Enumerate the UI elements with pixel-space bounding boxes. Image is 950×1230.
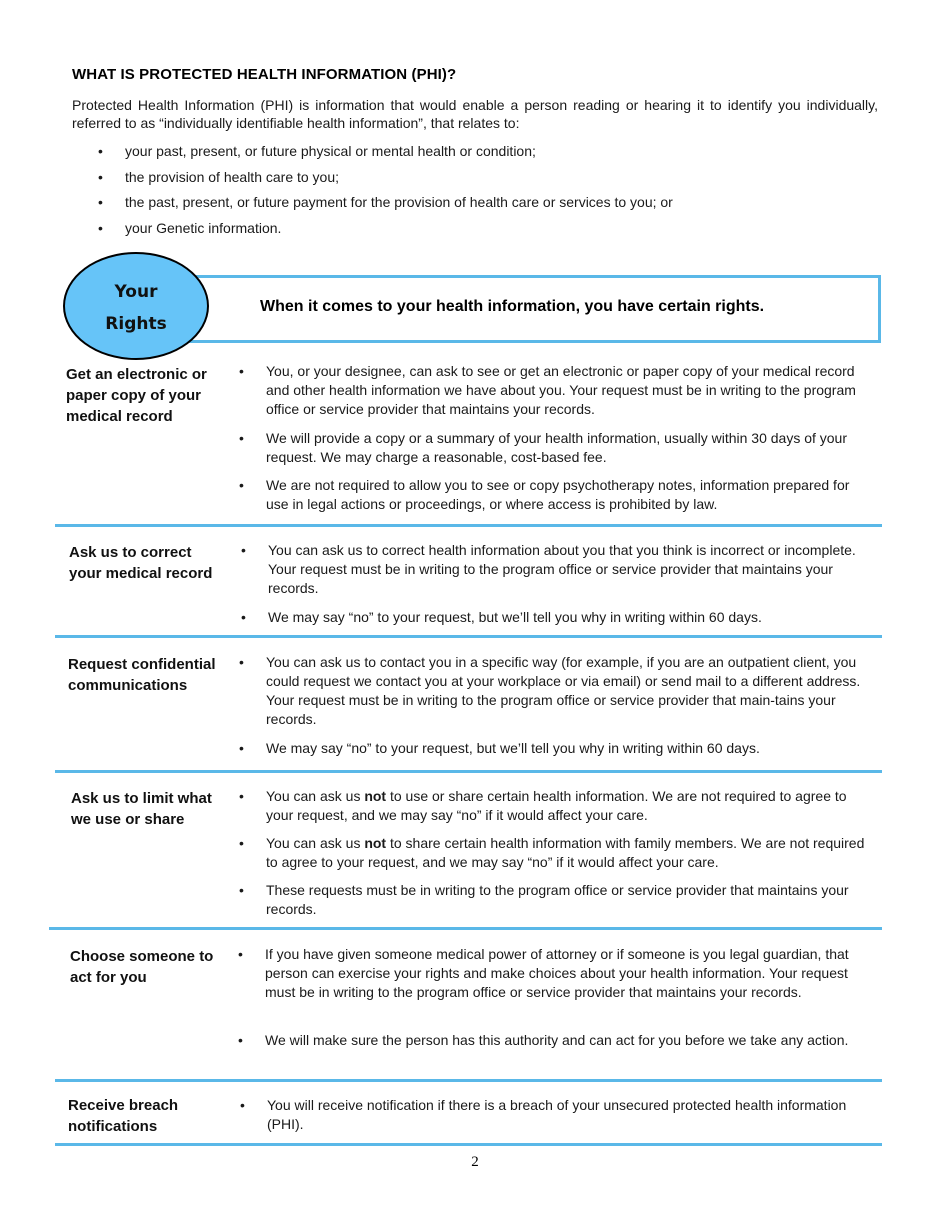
bullet-icon: • <box>241 609 246 625</box>
bullet-icon: • <box>239 363 244 379</box>
phi-intro-paragraph: Protected Health Information (PHI) is information that would enable a person reading or hearing it to identify you individually, referred to as “individually identifiable health information”, that relates to: <box>72 97 878 131</box>
section-divider <box>55 524 882 527</box>
section-title-breach-notifications: Receive breach notifications <box>68 1097 179 1135</box>
section-title-correct-record: Ask us to correct your medical record <box>69 544 213 582</box>
rights-badge-line1: Your <box>114 282 158 302</box>
section-divider <box>55 635 882 638</box>
bullet-icon: • <box>98 168 103 185</box>
bullet-text: You can ask us not to share certain health information with family members. We are not required to agree to your request, and we may say “no” if it would affect your care. <box>266 835 865 870</box>
section-bullet <box>241 608 868 627</box>
bullet-text: We will provide a copy or a summary of your health information, usually within 30 days of your request. We may charge a reasonable, cost-based fee. <box>266 430 848 465</box>
bullet-text: You will receive notification if there is a breach of your unsecured protected health information (PHI). <box>267 1097 847 1132</box>
phi-bullet-text: your past, present, or future physical or mental health or condition; <box>125 143 536 159</box>
rights-banner-text: When it comes to your health information, you have certain rights. <box>260 298 765 315</box>
section-bullet <box>239 787 871 825</box>
bullet-icon: • <box>239 788 244 804</box>
section-divider <box>55 1143 882 1146</box>
bullet-text: You can ask us to correct health information about you that you think is incorrect or incomplete. Your request must be in writing to the program office or service provider that maintains your records. <box>268 542 856 596</box>
bullet-text: You can ask us to contact you in a specific way (for example, if you are an outpatient client, you could request we contact you at your workplace or via email) or send mail to a different address. Your request must be in writing to the program office or service provider that main-tains your records. <box>266 654 861 727</box>
phi-bullet-item <box>72 193 878 219</box>
phi-bullet-item <box>72 142 878 168</box>
your-rights-circle-badge <box>63 252 209 360</box>
section-bullet <box>241 541 868 598</box>
bullet-icon: • <box>239 835 244 851</box>
section-divider <box>55 1079 882 1082</box>
page-number: 2 <box>471 1154 479 1170</box>
section-bullet <box>239 362 871 419</box>
section-bullet <box>240 1096 857 1134</box>
section-title-electronic-copy: Get an electronic or paper copy of your medical record <box>66 366 207 425</box>
section-divider <box>49 927 882 930</box>
phi-bullet-text: your Genetic information. <box>125 219 282 236</box>
bullet-icon: • <box>239 430 244 446</box>
phi-bullet-item <box>72 219 878 245</box>
bullet-icon: • <box>239 740 244 756</box>
phi-bullet-item <box>72 168 878 194</box>
bullet-text: You, or your designee, can ask to see or get an electronic or paper copy of your medical record and other health information we have about you. Your request must be in writing to the program office or service provider that maintains your records. <box>266 363 856 417</box>
section-bullet <box>238 1031 870 1050</box>
bullet-text: We may say “no” to your request, but we’ll tell you why in writing within 60 days. <box>266 740 760 756</box>
section-bullet <box>239 881 871 919</box>
section-title-confidential-communications: Request confidential communications <box>68 656 216 694</box>
bullet-text: You can ask us not to use or share certain health information. We are not required to agree to your request, and we may say “no” if it would affect your care. <box>266 788 847 823</box>
section-bullet <box>239 834 871 872</box>
section-divider <box>55 770 882 773</box>
section-bullet <box>239 739 871 758</box>
bullet-icon: • <box>239 477 244 493</box>
bullet-icon: • <box>238 946 243 962</box>
bullet-icon: • <box>241 542 246 558</box>
rights-badge-line2: Rights <box>105 314 167 334</box>
phi-bullet-text: the provision of health care to you; <box>125 168 340 185</box>
bullet-icon: • <box>98 194 103 210</box>
section-bullet <box>239 653 871 729</box>
bullet-text: We are not required to allow you to see or copy psychotherapy notes, information prepared for use in legal actions or proceedings, or where access is prohibited by law. <box>266 477 850 512</box>
section-bullet <box>239 476 871 514</box>
phi-bullet-text: the past, present, or future payment for the provision of health care or services to you; or <box>125 194 673 210</box>
bullet-icon: • <box>239 882 244 898</box>
section-bullet <box>238 945 870 1002</box>
bullet-text: If you have given someone medical power of attorney or if someone is you legal guardian, that person can exercise your rights and make choices about your health information. Your request must be in writing to the program office or service provider that maintains your records. <box>265 946 849 1000</box>
bullet-text: These requests must be in writing to the program office or service provider that maintains your records. <box>266 882 849 917</box>
bullet-icon: • <box>238 1032 243 1048</box>
section-bullet <box>239 429 871 467</box>
bullet-text: We may say “no” to your request, but we’ll tell you why in writing within 60 days. <box>268 609 762 625</box>
phi-bullet-list <box>72 142 878 244</box>
section-title-limit-use: Ask us to limit what we use or share <box>71 790 212 828</box>
bullet-icon: • <box>98 143 103 159</box>
bullet-text: We will make sure the person has this authority and can act for you before we take any action. <box>265 1032 849 1048</box>
bullet-icon: • <box>98 219 103 236</box>
phi-heading: WHAT IS PROTECTED HEALTH INFORMATION (PHI)? <box>72 66 457 83</box>
bullet-icon: • <box>240 1097 245 1113</box>
bullet-icon: • <box>239 654 244 670</box>
section-title-choose-someone: Choose someone to act for you <box>70 948 214 986</box>
